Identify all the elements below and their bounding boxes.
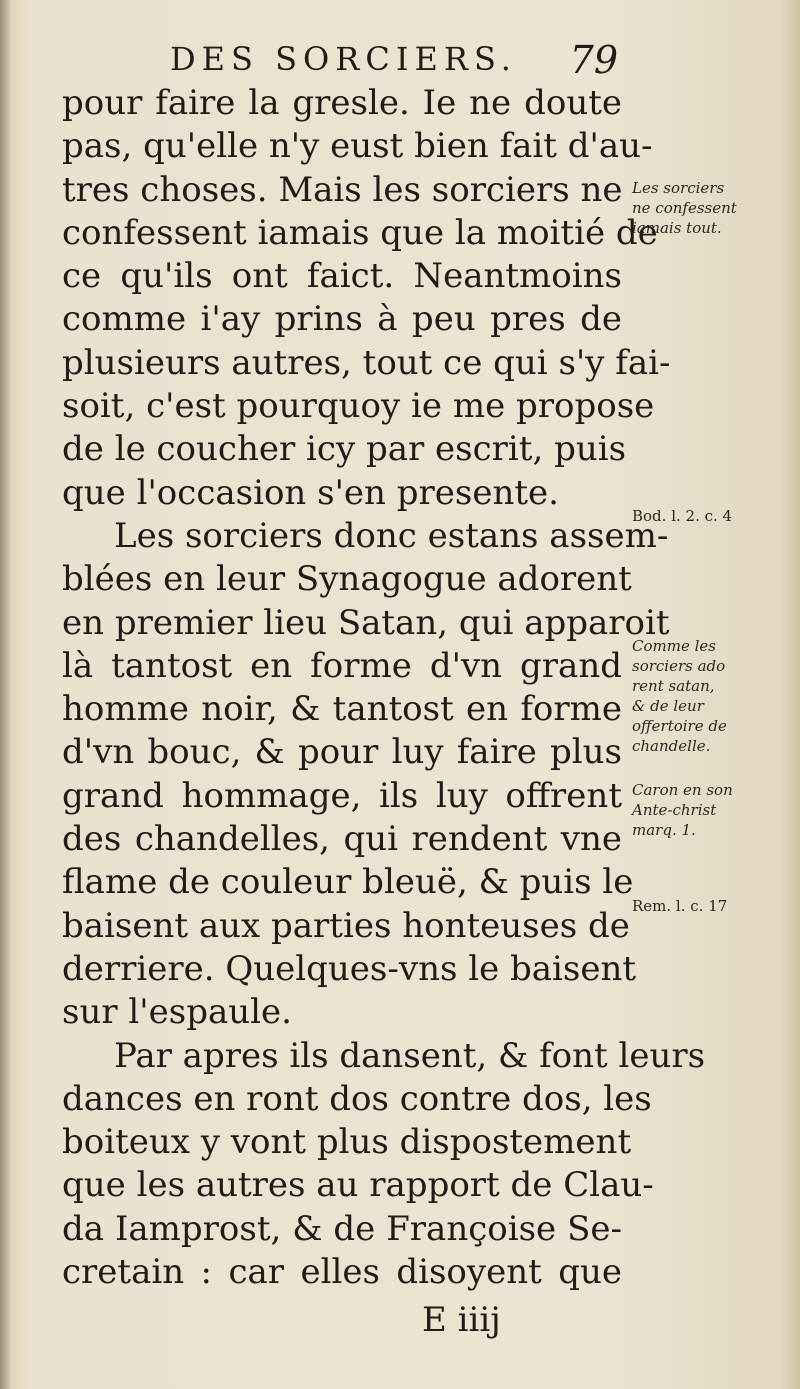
text-line: grand hommage, ils luy offrent: [62, 775, 622, 816]
margin-note-satan: [632, 636, 792, 756]
margin-note-line: rent satan,: [632, 677, 715, 695]
text-line: en premier lieu Satan, qui apparoit: [62, 602, 670, 643]
margin-note-line: Caron en son: [632, 781, 733, 799]
margin-note-remy: [632, 896, 792, 916]
text-line: da Iamprost, & de Françoise Se-: [62, 1208, 622, 1249]
margin-note-line: Comme les: [632, 637, 716, 655]
text-line: des chandelles, qui rendent vne: [62, 819, 622, 860]
text-line: de le coucher icy par escrit, puis: [62, 429, 627, 470]
text-line: homme noir, & tantost en forme: [62, 689, 622, 730]
margin-note-line: iamais tout.: [632, 219, 722, 237]
text-line: cretain : car elles disoyent que: [62, 1252, 622, 1293]
text-line: que les autres au rapport de Clau-: [62, 1165, 654, 1206]
signature-mark: E iiij: [422, 1300, 501, 1340]
text-line: pour faire la gresle. Ie ne doute: [62, 83, 622, 123]
text-line: confessent iamais que la moitié de: [62, 212, 658, 253]
text-line: Les sorciers donc estans assem-: [114, 515, 669, 556]
text-line: là tantost en forme d'vn grand: [62, 645, 622, 686]
text-line: sur l'espaule.: [62, 992, 292, 1033]
page-number: 79: [569, 38, 618, 82]
margin-note-line: sorciers ado: [632, 657, 726, 675]
text-line: blées en leur Synagogue adorent: [62, 559, 632, 600]
margin-note-line: offertoire de: [632, 717, 727, 735]
margin-note-line: chandelle.: [632, 737, 711, 755]
margin-note-line: ne confessent: [632, 199, 737, 217]
text-line: flame de couleur bleuë, & puis le: [62, 862, 634, 903]
text-line: derriere. Quelques-vns le baisent: [62, 948, 637, 989]
binding-edge: [0, 0, 10, 1389]
text-line: soit, c'est pourquoy ie me propose: [62, 386, 655, 427]
text-line: pas, qu'elle n'y eust bien fait d'au-: [62, 126, 653, 167]
margin-note-bodin: [632, 506, 792, 526]
page-header: [170, 40, 630, 80]
text-line: baisent aux parties honteuses de: [62, 905, 630, 946]
text-line: Par apres ils dansent, & font leurs: [114, 1035, 706, 1076]
text-line: comme i'ay prins à peu pres de: [62, 299, 622, 340]
margin-note-line: Rem. l. c. 17: [632, 897, 728, 915]
margin-note-caron: [632, 780, 792, 840]
margin-note-line: & de leur: [632, 697, 704, 715]
text-line: boiteux y vont plus dispostement: [62, 1122, 632, 1163]
text-line: d'vn bouc, & pour luy faire plus: [62, 732, 622, 773]
text-line: ce qu'ils ont faict. Neantmoins: [62, 256, 622, 297]
margin-note-sorciers: [632, 178, 792, 238]
text-line: tres choses. Mais les sorciers ne: [62, 169, 623, 210]
margin-note-line: Bod. l. 2. c. 4: [632, 507, 733, 525]
text-line: plusieurs autres, tout ce qui s'y fai-: [62, 342, 671, 383]
text-line: dances en ront dos contre dos, les: [62, 1078, 652, 1119]
margin-note-line: Ante-christ: [632, 801, 717, 819]
running-head: DES SORCIERS.: [170, 40, 517, 78]
margin-note-line: marq. 1.: [632, 821, 696, 839]
margin-note-line: Les sorciers: [632, 179, 725, 197]
text-line: que l'occasion s'en presente.: [62, 472, 559, 513]
